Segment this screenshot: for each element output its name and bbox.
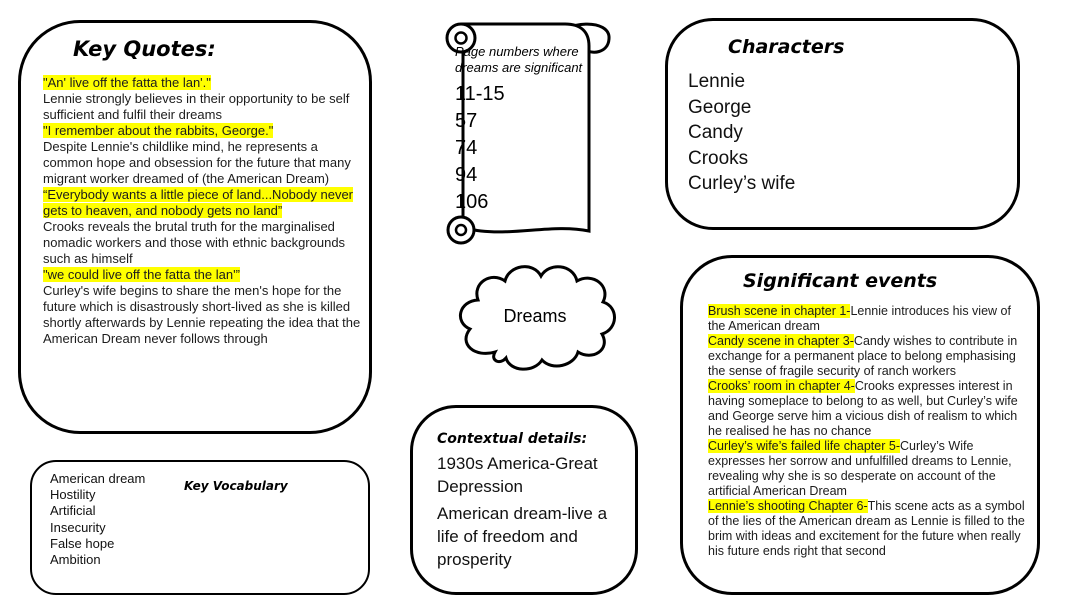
page-numbers-scroll [425, 8, 625, 246]
event-label: Candy scene in chapter 3- [708, 334, 854, 348]
quote-explanation: Curley's wife begins to share the men's hope for the future which is disastrously short-lived as she is killed shortly afterwards by Lennie repeating the idea that the American Dream never follows through [43, 283, 361, 346]
quote-explanation: Lennie strongly believes in their opportunity to be self sufficient and fulfil their dreams [43, 91, 350, 122]
characters-box [665, 18, 1020, 230]
context-line: 1930s America-Great Depression [437, 454, 598, 496]
quote-item [43, 187, 361, 267]
event-text: Candy wishes to contribute in exchange for a permanent place to belong emphasising the sense of fragile security of ranch workers [708, 334, 1018, 378]
central-topic-label: Dreams [503, 305, 567, 326]
quote-explanation: Despite Lennie's childlike mind, he represents a common hope and obsession for the future that many migrant worker dreamed of (the American Dream) [43, 139, 351, 186]
event-label: Curley’s wife’s failed life chapter 5- [708, 439, 900, 453]
event-item [708, 379, 1026, 439]
key-quotes-content [43, 75, 361, 347]
event-item [708, 439, 1026, 499]
significant-events-box [680, 255, 1040, 595]
contextual-details-title: Contextual details: [437, 431, 588, 447]
significant-events-content [708, 304, 1026, 559]
event-text: This scene acts as a symbol of the lies of the American dream as Lennie is filled to the brim with ideas and excitement for the future when really his future ends right that second [708, 499, 1025, 558]
contextual-details-content [437, 452, 619, 575]
characters-title: Characters [728, 36, 845, 58]
page-numbers-list [455, 81, 595, 216]
dreams-cloud [450, 252, 620, 380]
key-quotes-box [18, 20, 372, 434]
page-number: 11-15 [455, 83, 505, 105]
event-label: Lennie’s shooting Chapter 6- [708, 499, 868, 513]
quote-text: "An' live off the fatta the lan'." [43, 75, 211, 90]
significant-events-title: Significant events [743, 270, 938, 292]
event-text: Crooks expresses interest in having someplace to belong to as well, but Curley’s wife and George serve him a vicious dish of realism to which he realised he has no chance [708, 379, 1018, 438]
character-name: Curley’s wife [688, 173, 796, 194]
key-quotes-title: Key Quotes: [73, 37, 216, 61]
vocabulary-term: False hope [50, 535, 115, 551]
quote-text: "we could live off the fatta the lan'” [43, 267, 240, 282]
vocabulary-term: Artificial [50, 503, 96, 519]
page-number: 57 [455, 110, 478, 132]
event-item [708, 304, 1026, 334]
page-number: 94 [455, 164, 478, 186]
event-item [708, 499, 1026, 559]
event-item [708, 334, 1026, 379]
contextual-details-box [410, 405, 638, 595]
character-name: George [688, 96, 752, 118]
vocabulary-term: Hostility [50, 487, 96, 503]
quote-explanation: Crooks reveals the brutal truth for the marginalised nomadic workers and those with ethnic backgrounds such as himself [43, 219, 346, 266]
event-label: Brush scene in chapter 1- [708, 304, 851, 318]
page-number: 106 [455, 191, 489, 213]
context-line: American dream-live a life of freedom and prosperity [437, 504, 608, 569]
vocabulary-term: American dream [50, 471, 146, 486]
quote-text: "I remember about the rabbits, George." [43, 123, 274, 138]
quote-text: “Everybody wants a little piece of land...Nobody never gets to heaven, and nobody gets no land” [43, 187, 354, 218]
quote-item [43, 267, 361, 347]
character-name: Crooks [688, 147, 749, 169]
key-vocabulary-title: Key Vocabulary [184, 479, 288, 493]
page-numbers-heading: Page numbers where dreams are significant [455, 44, 583, 75]
vocabulary-term: Insecurity [50, 519, 106, 535]
scroll-text [455, 44, 595, 216]
event-text: Curley’s Wife expresses her sorrow and unfulfilled dreams to Lennie, revealing why she is so desperate on account of the artificial American Dream [708, 439, 1012, 498]
key-vocabulary-box [30, 460, 370, 595]
character-name: Lennie [688, 71, 746, 92]
event-text: Lennie introduces his view of the American dream [708, 304, 1011, 333]
vocabulary-list [50, 471, 145, 568]
characters-list [688, 69, 795, 197]
event-label: Crooks’ room in chapter 4- [708, 379, 855, 393]
quote-item [43, 75, 361, 123]
page-number: 74 [455, 137, 478, 159]
character-name: Candy [688, 122, 743, 143]
vocabulary-term: Ambition [50, 552, 101, 568]
quote-item [43, 123, 361, 187]
